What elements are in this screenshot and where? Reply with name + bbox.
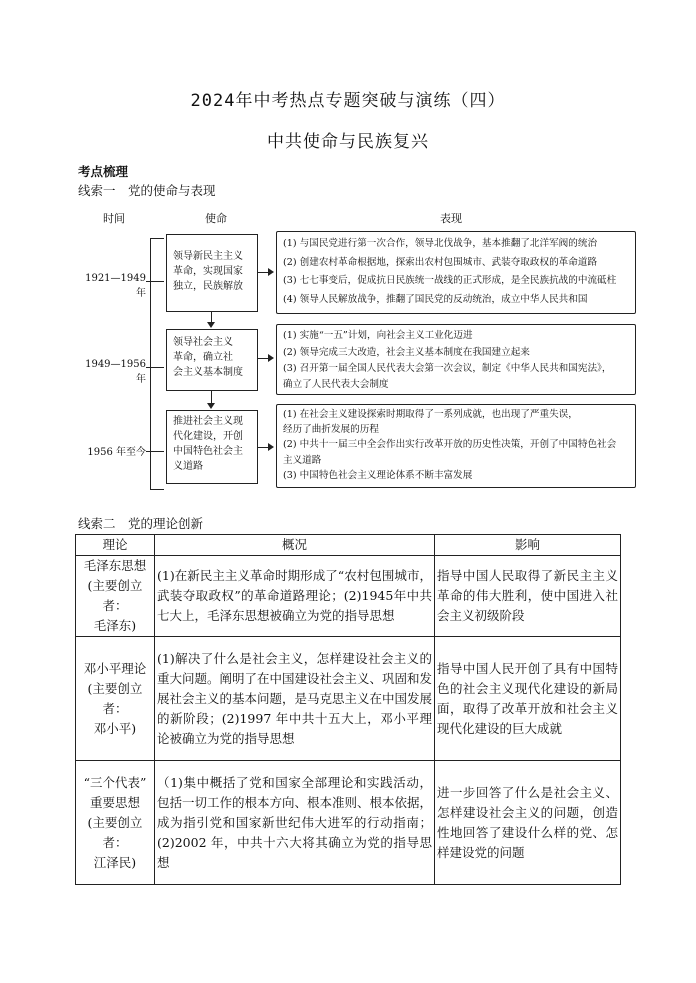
mission-line: 领导社会主义 — [173, 337, 233, 348]
mission-line: 会主义基本制度 — [173, 367, 243, 378]
theory-line: 毛泽东) — [93, 618, 137, 633]
page-title: 2024年中考热点专题突破与演练（四） — [190, 91, 506, 111]
performance-item: 经历了曲折发展的历程 — [283, 424, 379, 436]
mission-line: 中国特色社会主 — [173, 446, 243, 457]
right-arrow-icon — [268, 268, 274, 276]
down-arrow-icon — [207, 403, 215, 409]
mission-box-1 — [166, 234, 258, 312]
performance-item: (3) 召开第一届全国人民代表大会第一次会议，制定《中华人民共和国宪法》， — [283, 363, 612, 374]
mission-box-3 — [166, 410, 258, 484]
theory-line: 江泽民) — [93, 854, 137, 870]
mission-line: 推进社会主义现 — [173, 416, 243, 427]
col-mission-header: 使命 — [205, 212, 227, 225]
table-row — [76, 637, 621, 761]
connector — [146, 451, 164, 452]
connector — [146, 367, 164, 368]
table-header: 影响 — [435, 535, 621, 556]
mission-line: 代化建设，开创 — [173, 431, 243, 442]
table-header: 概况 — [155, 535, 435, 556]
overview-cell: (1)解决了什么是社会主义，怎样建设社会主义的重大问题。阐明了在中国建设社会主义、巩固和发展社会主义的基本问题，是马克思主义在中国发展的新阶段；(2)1997 年中共十五大上，邓小平理论被确立为党的指导思想 — [155, 637, 435, 761]
period-label: 1921—1949 年 — [85, 273, 146, 299]
theory-line: (主要创立者： — [87, 578, 143, 613]
timeline-tick — [150, 238, 164, 239]
thread1-heading: 线索一 党的使命与表现 — [78, 183, 216, 198]
performance-item: (2) 中共十一届三中全会作出实行改革开放的历史性决策，开创了中国特色社会 — [283, 439, 617, 451]
flow-line — [258, 447, 268, 448]
period-label: 1956 年至今 — [87, 447, 146, 458]
theory-line: (主要创立者： — [87, 680, 143, 716]
theory-cell — [76, 761, 155, 885]
table-header-row — [76, 535, 621, 556]
theory-cell — [76, 637, 155, 761]
theory-line: “三个代表” — [83, 774, 147, 790]
performance-item: (1) 在社会主义建设探索时期取得了一系列成就，也出现了严重失误， — [283, 409, 578, 420]
theory-line: 邓小平理论 — [83, 660, 147, 676]
performance-item: (4) 领导人民解放战争，推翻了国民党的反动统治，成立中华人民共和国 — [283, 293, 588, 305]
connector — [146, 281, 164, 282]
performance-box-1 — [276, 231, 636, 314]
table-row — [76, 556, 621, 637]
section-heading: 考点梳理 — [78, 164, 129, 179]
right-arrow-icon — [268, 443, 274, 451]
theory-line: (主要创立者： — [87, 814, 143, 850]
impact-cell: 指导中国人民取得了新民主主义革命的伟大胜利，使中国进入社会主义初级阶段 — [435, 556, 621, 637]
down-arrow-icon — [207, 322, 215, 328]
thread2-heading: 线索二 党的理论创新 — [78, 516, 204, 531]
mission-line: 革命，确立社 — [173, 352, 233, 363]
overview-cell: （1)集中概括了党和国家全部理论和实践活动，包括一切工作的根本方向、根本准则、根本依据，成为指引党和国家新世纪伟大进军的行动指南；(2)2002 年，中共十六大将其确立为党的指导思想 — [155, 761, 435, 885]
table-header: 理论 — [76, 535, 155, 556]
performance-item: (3) 七七事变后，促成抗日民族统一战线的正式形成，是全民族抗战的中流砥柱 — [283, 275, 617, 286]
theory-line: 重要思想 — [89, 794, 140, 810]
col-time-header: 时间 — [103, 212, 125, 225]
performance-item: 主义道路 — [283, 454, 322, 466]
theory-line: 邓小平) — [93, 720, 137, 736]
period-label: 1949—1956 年 — [85, 359, 146, 385]
flow-line — [258, 272, 268, 273]
performance-item: 确立了人民代表大会制度 — [283, 378, 389, 390]
right-arrow-icon — [268, 354, 274, 362]
performance-box-2 — [276, 324, 636, 395]
mission-line: 独立，民族解放 — [173, 281, 243, 292]
performance-item: (1) 与国民党进行第一次合作，领导北伐战争，基本推翻了北洋军阀的统治 — [283, 238, 598, 249]
table-row — [76, 761, 621, 885]
performance-item: (2) 创建农村革命根据地，探索出农村包围城市、武装夺取政权的革命道路 — [283, 256, 598, 268]
mission-box-2 — [166, 329, 258, 391]
performance-item: (1) 实施“一五”计划，向社会主义工业化迈进 — [283, 330, 473, 341]
performance-item: (3) 中国特色社会主义理论体系不断丰富发展 — [283, 469, 473, 481]
theory-line: 毛泽东思想 — [83, 558, 147, 573]
impact-cell: 指导中国人民开创了具有中国特色的社会主义现代化建设的新局面，取得了改革开放和社会主义现代化建设的巨大成就 — [435, 637, 621, 761]
mission-line: 领导新民主主义 — [173, 251, 243, 262]
flow-line — [258, 358, 268, 359]
theory-cell — [76, 556, 155, 637]
timeline-tick — [150, 489, 164, 490]
impact-cell: 进一步回答了什么是社会主义、怎样建设社会主义的问题，创造性地回答了建设什么样的党、怎样建设党的问题 — [435, 761, 621, 885]
mission-line: 义道路 — [173, 461, 203, 472]
mission-line: 革命，实现国家 — [173, 266, 243, 277]
performance-box-3 — [276, 404, 636, 488]
col-perf-header: 表现 — [440, 212, 462, 225]
theory-table — [75, 534, 621, 885]
performance-item: (2) 领导完成三大改造，社会主义基本制度在我国建立起来 — [283, 346, 530, 358]
page-subtitle: 中共使命与民族复兴 — [267, 132, 429, 152]
overview-cell: (1)在新民主主义革命时期形成了“农村包围城市，武装夺取政权”的革命道路理论；(2)1945年中共七大上，毛泽东思想被确立为党的指导思想 — [155, 556, 435, 637]
